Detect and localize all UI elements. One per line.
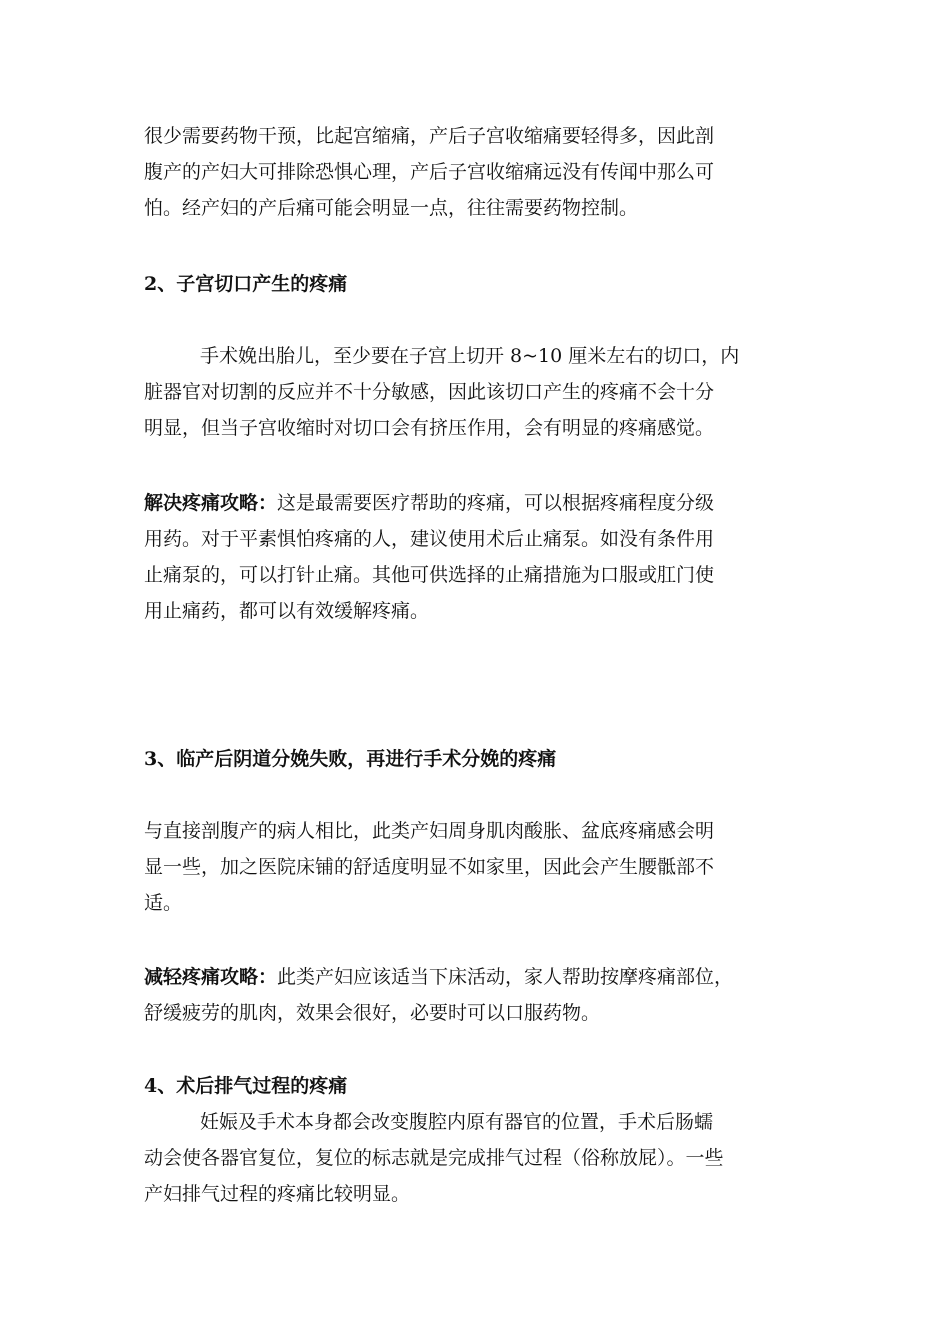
strategy-text: 此类产妇应该适当下床活动，家人帮助按摩疼痛部位，	[277, 966, 734, 988]
section-heading: 3、临产后阴道分娩失败，再进行手术分娩的疼痛	[144, 748, 557, 770]
paragraph-line: 明显，但当子宫收缩时对切口会有挤压作用，会有明显的疼痛感觉。	[144, 417, 715, 439]
paragraph-line: 怕。经产妇的产后痛可能会明显一点，往往需要药物控制。	[144, 197, 639, 219]
paragraph-line: 手术娩出胎儿，至少要在子宫上切开 8~10 厘米左右的切口，内	[200, 345, 740, 367]
paragraph-line: 与直接剖腹产的病人相比，此类产妇周身肌肉酸胀、盆底疼痛感会明	[144, 820, 715, 842]
paragraph-line: 用药。对于平素惧怕疼痛的人，建议使用术后止痛泵。如没有条件用	[144, 528, 715, 550]
paragraph-line: 舒缓疲劳的肌肉，效果会很好，必要时可以口服药物。	[144, 1002, 601, 1024]
paragraph-line: 妊娠及手术本身都会改变腹腔内原有器官的位置，手术后肠蠕	[200, 1111, 714, 1133]
paragraph-line: 适。	[144, 892, 183, 914]
section-heading: 2、子宫切口产生的疼痛	[144, 273, 348, 295]
paragraph-line: 止痛泵的，可以打针止痛。其他可供选择的止痛措施为口服或肛门使	[144, 564, 715, 586]
strategy-text: 这是最需要医疗帮助的疼痛，可以根据疼痛程度分级	[277, 492, 715, 514]
strategy-line	[144, 485, 844, 521]
paragraph-line: 用止痛药，都可以有效缓解疼痛。	[144, 600, 430, 622]
paragraph-line: 动会使各器官复位，复位的标志就是完成排气过程（俗称放屁）。一些	[144, 1147, 724, 1169]
paragraph-line: 腹产的产妇大可排除恐惧心理，产后子宫收缩痛远没有传闻中那么可	[144, 161, 715, 183]
strategy-label: 减轻疼痛攻略：	[144, 966, 278, 988]
paragraph-line: 显一些，加之医院床铺的舒适度明显不如家里，因此会产生腰骶部不	[144, 856, 715, 878]
paragraph-line: 脏器官对切割的反应并不十分敏感，因此该切口产生的疼痛不会十分	[144, 381, 715, 403]
paragraph-line: 很少需要药物干预，比起宫缩痛，产后子宫收缩痛要轻得多，因此剖	[144, 125, 715, 147]
section-heading: 4、术后排气过程的疼痛	[144, 1075, 348, 1097]
strategy-line	[144, 959, 844, 995]
paragraph-line: 产妇排气过程的疼痛比较明显。	[144, 1183, 411, 1205]
strategy-label: 解决疼痛攻略：	[144, 492, 278, 514]
